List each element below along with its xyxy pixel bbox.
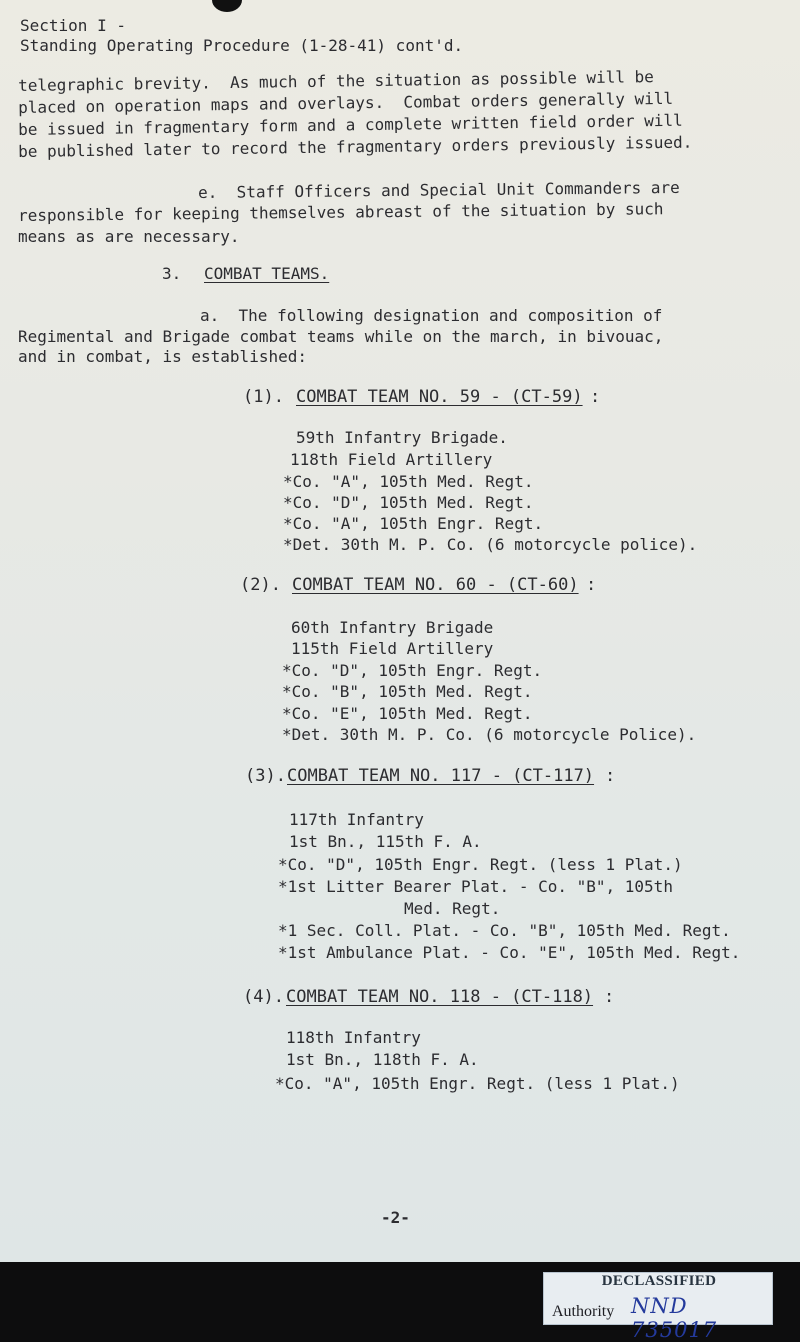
team-colon: : <box>586 575 597 595</box>
stamp-title: DECLASSIFIED <box>601 1273 717 1289</box>
paragraph-line: be issued in fragmentary form and a complete written field order will <box>18 110 683 139</box>
team-unit: 1st Bn., 118th F. A. <box>286 1050 479 1069</box>
paragraph-line: e. Staff Officers and Special Unit Commanders are <box>198 177 680 202</box>
sop-heading: Standing Operating Procedure (1-28-41) cont'd. <box>20 36 464 55</box>
team-unit: *Det. 30th M. P. Co. (6 motorcycle police). <box>283 535 698 554</box>
team-unit: 59th Infantry Brigade. <box>296 428 508 447</box>
section-heading: Section I - <box>20 16 126 35</box>
team-unit: *Co. "A", 105th Med. Regt. <box>283 472 534 491</box>
paragraph-line: be published later to record the fragmentary orders previously issued. <box>18 132 693 161</box>
team-unit: *Co. "D", 105th Med. Regt. <box>283 493 534 512</box>
team-unit: *Co. "B", 105th Med. Regt. <box>282 682 533 701</box>
team-unit: *Co. "A", 105th Engr. Regt. (less 1 Plat.) <box>275 1074 680 1093</box>
paragraph-line: responsible for keeping themselves abreast of the situation by such <box>18 199 664 225</box>
team-unit: 118th Field Artillery <box>290 450 493 469</box>
team-title: COMBAT TEAM NO. 59 - (CT-59) <box>296 387 583 407</box>
paragraph-line: placed on operation maps and overlays. Combat orders generally will <box>18 88 674 117</box>
page-number: -2- <box>381 1208 410 1227</box>
stamp-authority-label: Authority <box>552 1303 615 1320</box>
team-number: (2). <box>240 575 281 595</box>
paragraph-line: telegraphic brevity. As much of the situation as possible will be <box>18 67 654 95</box>
punch-hole <box>212 0 242 12</box>
team-unit: *1 Sec. Coll. Plat. - Co. "B", 105th Med. Regt. <box>278 921 731 940</box>
team-number: (3). <box>245 766 286 786</box>
paragraph-line: means as are necessary. <box>18 227 240 246</box>
team-unit: *Det. 30th M. P. Co. (6 motorcycle Police). <box>282 725 697 744</box>
section-number: 3. <box>162 264 182 283</box>
paragraph-line: and in combat, is established: <box>18 347 307 366</box>
team-unit: *Co. "D", 105th Engr. Regt. <box>282 661 543 680</box>
team-unit: 117th Infantry <box>289 810 424 829</box>
team-unit: 115th Field Artillery <box>291 639 494 658</box>
team-number: (4). <box>243 987 284 1007</box>
team-unit: *Co. "D", 105th Engr. Regt. (less 1 Plat.) <box>278 855 683 874</box>
section-title: COMBAT TEAMS. <box>204 264 330 283</box>
team-unit: 60th Infantry Brigade <box>291 618 494 637</box>
team-colon: : <box>604 987 615 1007</box>
declassified-stamp <box>543 1272 773 1342</box>
team-title: COMBAT TEAM NO. 118 - (CT-118) <box>286 987 594 1007</box>
paragraph-line: Regimental and Brigade combat teams while on the march, in bivouac, <box>18 327 664 346</box>
team-unit: 118th Infantry <box>286 1028 421 1047</box>
team-unit: *1st Litter Bearer Plat. - Co. "B", 105th <box>278 877 673 896</box>
team-title: COMBAT TEAM NO. 60 - (CT-60) <box>292 575 579 595</box>
paragraph-line: a. The following designation and composition of <box>200 306 663 325</box>
team-colon: : <box>590 387 601 407</box>
team-unit: *Co. "A", 105th Engr. Regt. <box>283 514 544 533</box>
team-unit: *1st Ambulance Plat. - Co. "E", 105th Med. Regt. <box>278 943 741 962</box>
team-title: COMBAT TEAM NO. 117 - (CT-117) <box>287 766 595 786</box>
team-colon: : <box>605 766 616 786</box>
team-unit: *Co. "E", 105th Med. Regt. <box>282 704 533 723</box>
team-unit: 1st Bn., 115th F. A. <box>289 832 482 851</box>
team-unit: Med. Regt. <box>404 899 501 918</box>
stamp-authority-number: NND 735017 <box>631 1294 718 1342</box>
team-number: (1). <box>243 387 284 407</box>
